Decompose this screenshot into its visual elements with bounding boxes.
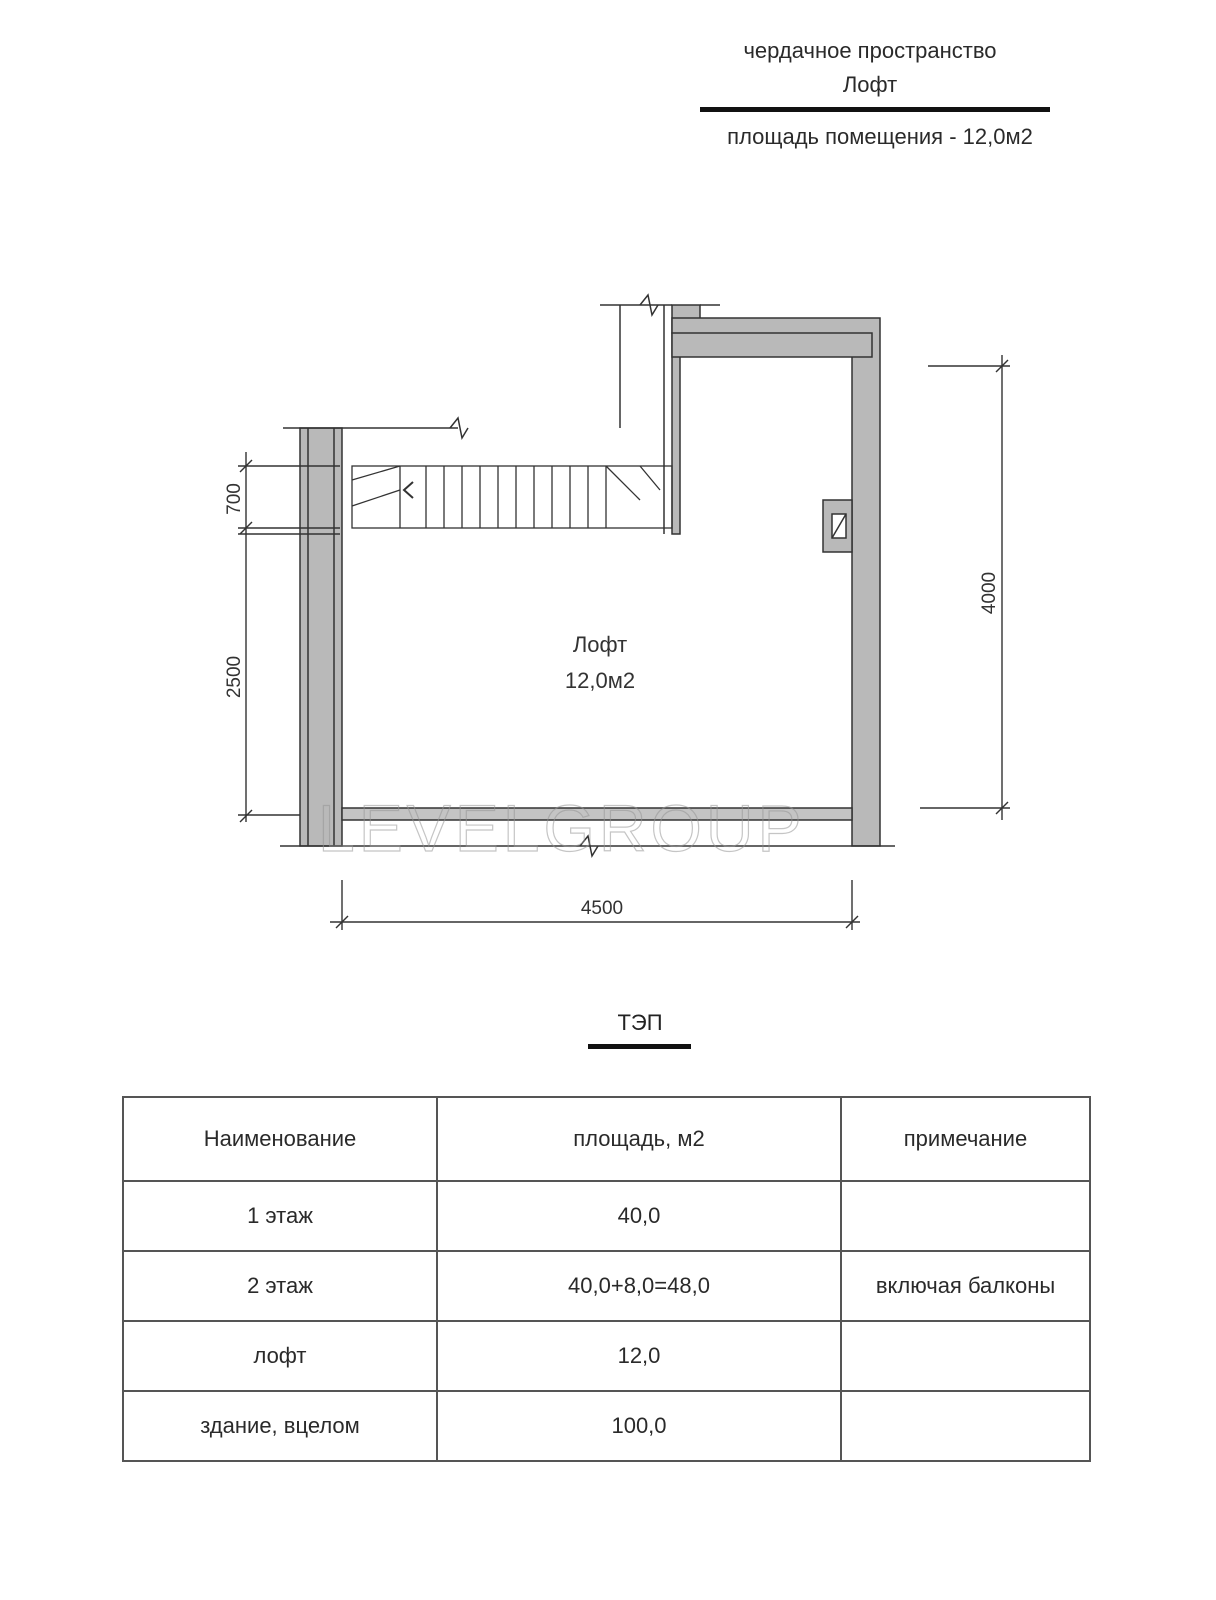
table-row	[123, 1251, 1090, 1321]
header-cell: площадь, м2	[437, 1097, 841, 1181]
dim-left-top: 700	[224, 483, 245, 515]
table-cell: 100,0	[437, 1391, 841, 1461]
table-header-row	[123, 1097, 1090, 1181]
stair-arrow-icon	[404, 482, 413, 498]
table-cell	[841, 1391, 1090, 1461]
header-cell: примечание	[841, 1097, 1090, 1181]
table-row	[123, 1181, 1090, 1251]
table-cell	[841, 1181, 1090, 1251]
table-cell	[841, 1321, 1090, 1391]
top-wall	[672, 333, 872, 357]
table-cell: 1 этаж	[123, 1181, 437, 1251]
tep-title: ТЭП	[617, 1010, 663, 1035]
watermark: LEVELGROUP	[318, 791, 806, 865]
table-cell: 2 этаж	[123, 1251, 437, 1321]
table-row	[123, 1391, 1090, 1461]
table-cell: здание, вцелом	[123, 1391, 437, 1461]
room-name: Лофт	[572, 632, 628, 657]
room-area: 12,0м2	[564, 668, 636, 693]
table-cell: включая балконы	[841, 1251, 1090, 1321]
left-wall	[300, 428, 342, 846]
dim-left-bottom: 2500	[224, 655, 245, 699]
staircase	[352, 466, 672, 528]
dim-bottom: 4500	[580, 898, 624, 919]
tep-table	[122, 1096, 1091, 1462]
table-row	[123, 1321, 1090, 1391]
table-cell: 40,0	[437, 1181, 841, 1251]
table-cell: 40,0+8,0=48,0	[437, 1251, 841, 1321]
table-cell: 12,0	[437, 1321, 841, 1391]
dim-right: 4000	[979, 571, 1000, 615]
table-cell: лофт	[123, 1321, 437, 1391]
header-area: площадь помещения - 12,0м2	[727, 124, 1033, 149]
tep-underline	[588, 1044, 691, 1049]
header-title: Лофт	[842, 72, 898, 97]
right-wall	[672, 318, 880, 846]
header-subtitle: чердачное пространство	[743, 38, 997, 63]
header-cell: Наименование	[123, 1097, 437, 1181]
